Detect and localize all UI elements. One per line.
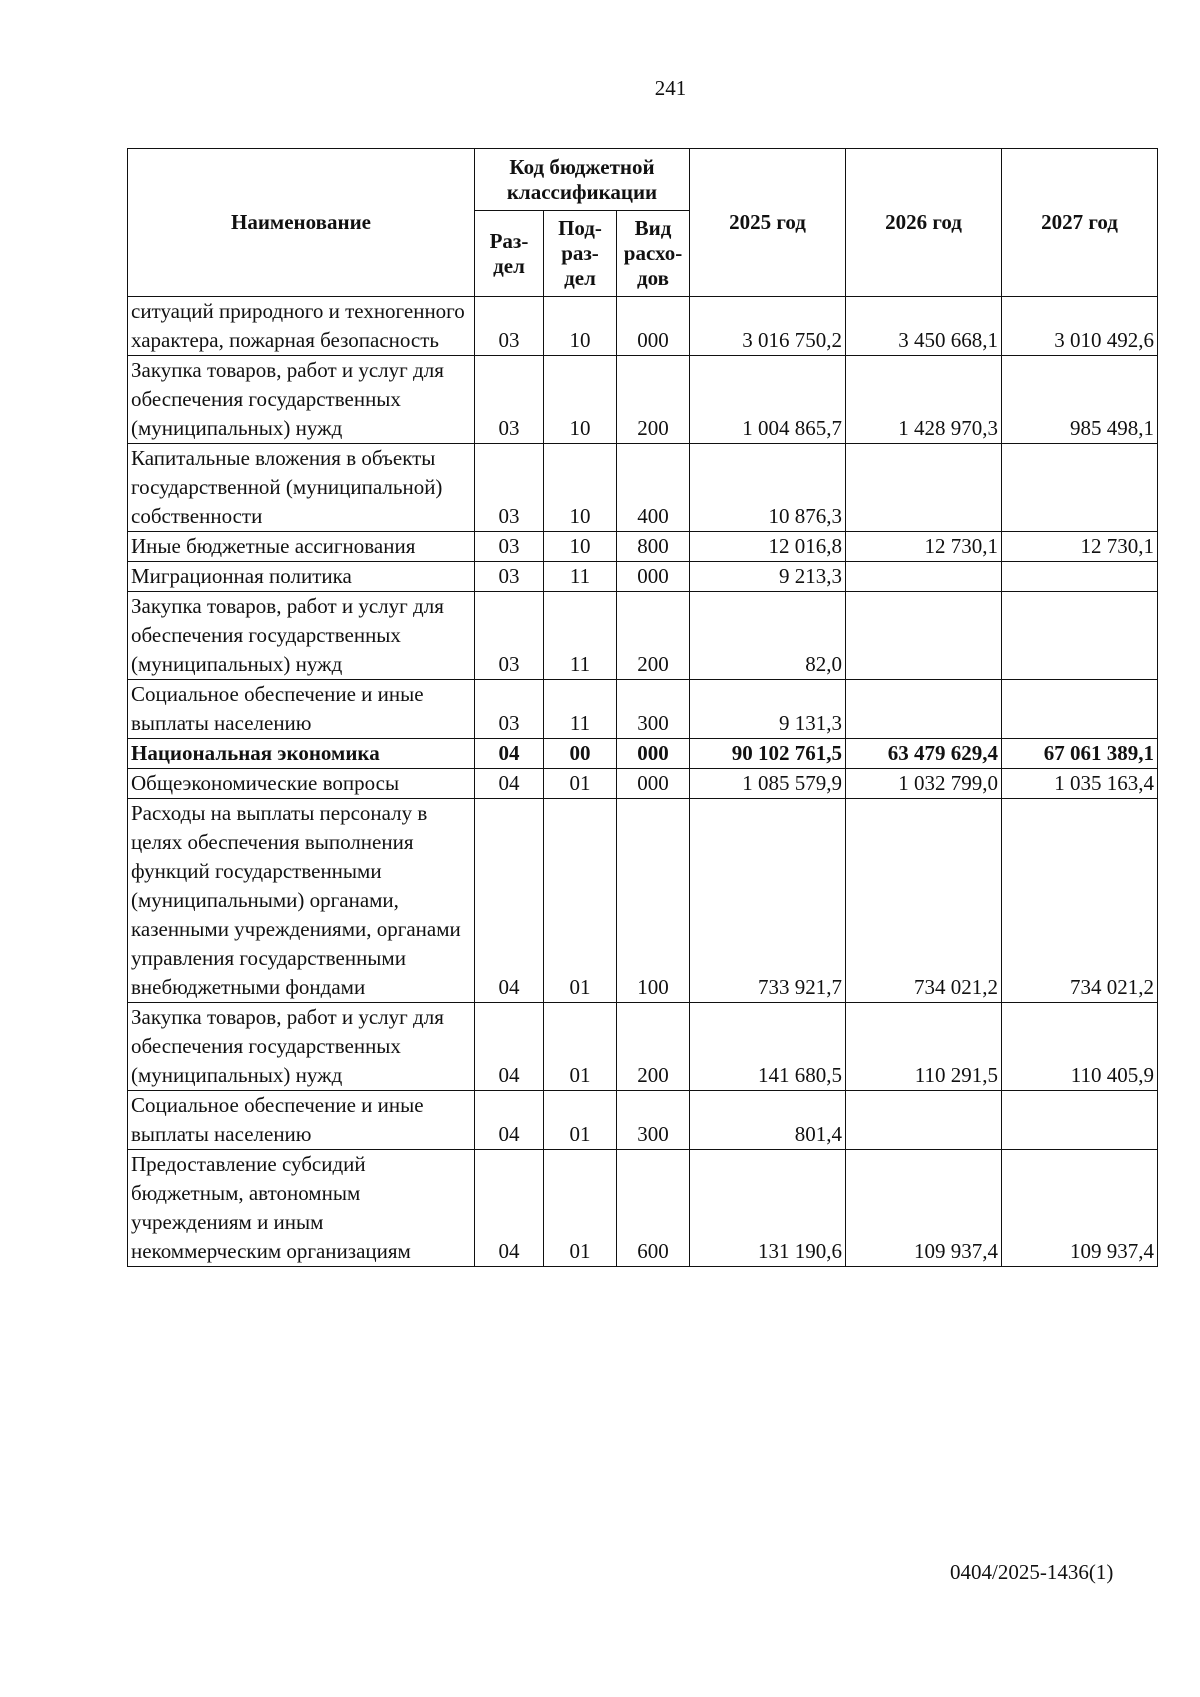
row-value-2026: 110 291,5 bbox=[846, 1003, 1002, 1091]
row-value-2025: 801,4 bbox=[690, 1091, 846, 1150]
row-subsection: 00 bbox=[544, 739, 617, 769]
row-name: Закупка товаров, работ и услуг для обеспечения государственных (муниципальных) нужд bbox=[128, 1003, 475, 1091]
row-value-2027: 12 730,1 bbox=[1002, 532, 1158, 562]
row-value-2026 bbox=[846, 1091, 1002, 1150]
row-value-2027 bbox=[1002, 444, 1158, 532]
row-value-2026: 1 428 970,3 bbox=[846, 356, 1002, 444]
row-value-2026: 109 937,4 bbox=[846, 1150, 1002, 1267]
row-value-2025: 9 131,3 bbox=[690, 680, 846, 739]
document-code: 0404/2025-1436(1) bbox=[950, 1560, 1114, 1584]
row-value-2025: 10 876,3 bbox=[690, 444, 846, 532]
row-subsection: 10 bbox=[544, 532, 617, 562]
row-subsection: 10 bbox=[544, 356, 617, 444]
table-row bbox=[128, 1091, 1158, 1150]
row-value-2027: 985 498,1 bbox=[1002, 356, 1158, 444]
row-name: Закупка товаров, работ и услуг для обеспечения государственных (муниципальных) нужд bbox=[128, 356, 475, 444]
row-section: 03 bbox=[475, 592, 544, 680]
row-section: 03 bbox=[475, 532, 544, 562]
row-expense-type: 000 bbox=[617, 769, 690, 799]
row-value-2027: 110 405,9 bbox=[1002, 1003, 1158, 1091]
header-2026: 2026 год bbox=[846, 149, 1002, 297]
row-section: 04 bbox=[475, 799, 544, 1003]
row-value-2027: 734 021,2 bbox=[1002, 799, 1158, 1003]
table-row bbox=[128, 297, 1158, 356]
row-value-2025: 9 213,3 bbox=[690, 562, 846, 592]
table-row bbox=[128, 356, 1158, 444]
row-section: 04 bbox=[475, 1003, 544, 1091]
row-section: 04 bbox=[475, 1091, 544, 1150]
row-subsection: 10 bbox=[544, 297, 617, 356]
row-section: 03 bbox=[475, 444, 544, 532]
row-value-2027 bbox=[1002, 592, 1158, 680]
header-2027: 2027 год bbox=[1002, 149, 1158, 297]
row-value-2025: 131 190,6 bbox=[690, 1150, 846, 1267]
row-value-2025: 3 016 750,2 bbox=[690, 297, 846, 356]
row-expense-type: 000 bbox=[617, 562, 690, 592]
row-section: 04 bbox=[475, 1150, 544, 1267]
row-value-2025: 1 085 579,9 bbox=[690, 769, 846, 799]
row-name: Предоставление субсидий бюджетным, автономным учреждениям и иным некоммерческим организациям bbox=[128, 1150, 475, 1267]
row-subsection: 11 bbox=[544, 562, 617, 592]
budget-table bbox=[127, 148, 1158, 1267]
row-value-2027 bbox=[1002, 680, 1158, 739]
row-value-2027 bbox=[1002, 562, 1158, 592]
header-name: Наименование bbox=[128, 149, 475, 297]
row-expense-type: 200 bbox=[617, 592, 690, 680]
row-subsection: 01 bbox=[544, 1091, 617, 1150]
table-row bbox=[128, 1150, 1158, 1267]
row-expense-type: 100 bbox=[617, 799, 690, 1003]
row-expense-type: 300 bbox=[617, 680, 690, 739]
row-subsection: 01 bbox=[544, 1003, 617, 1091]
row-value-2025: 82,0 bbox=[690, 592, 846, 680]
row-subsection: 01 bbox=[544, 799, 617, 1003]
row-section: 04 bbox=[475, 769, 544, 799]
table-row bbox=[128, 532, 1158, 562]
row-section: 03 bbox=[475, 562, 544, 592]
row-section: 04 bbox=[475, 739, 544, 769]
header-expense-type: Вид расхо-дов bbox=[617, 211, 690, 297]
row-expense-type: 300 bbox=[617, 1091, 690, 1150]
row-value-2025: 733 921,7 bbox=[690, 799, 846, 1003]
header-subsection: Под-раз-дел bbox=[544, 211, 617, 297]
row-name: Национальная экономика bbox=[128, 739, 475, 769]
row-name: Расходы на выплаты персоналу в целях обеспечения выполнения функций государственными (муниципальными) органами, казенными учреждениями, органами управления государственными внебюджетными фондами bbox=[128, 799, 475, 1003]
table-header bbox=[128, 149, 1158, 297]
row-value-2027: 3 010 492,6 bbox=[1002, 297, 1158, 356]
table-row bbox=[128, 444, 1158, 532]
row-value-2027: 109 937,4 bbox=[1002, 1150, 1158, 1267]
table-body bbox=[128, 297, 1158, 1267]
row-value-2026: 734 021,2 bbox=[846, 799, 1002, 1003]
row-value-2027: 67 061 389,1 bbox=[1002, 739, 1158, 769]
row-name: Социальное обеспечение и иные выплаты населению bbox=[128, 680, 475, 739]
row-value-2025: 12 016,8 bbox=[690, 532, 846, 562]
row-subsection: 11 bbox=[544, 680, 617, 739]
row-subsection: 01 bbox=[544, 1150, 617, 1267]
row-expense-type: 400 bbox=[617, 444, 690, 532]
row-name: Капитальные вложения в объекты государственной (муниципальной) собственности bbox=[128, 444, 475, 532]
header-section: Раз-дел bbox=[475, 211, 544, 297]
row-value-2025: 141 680,5 bbox=[690, 1003, 846, 1091]
row-value-2026: 3 450 668,1 bbox=[846, 297, 1002, 356]
table-row bbox=[128, 680, 1158, 739]
header-2025: 2025 год bbox=[690, 149, 846, 297]
header-code-group: Код бюджетной классификации bbox=[475, 149, 690, 211]
row-value-2025: 1 004 865,7 bbox=[690, 356, 846, 444]
table-row bbox=[128, 739, 1158, 769]
row-subsection: 10 bbox=[544, 444, 617, 532]
row-expense-type: 000 bbox=[617, 739, 690, 769]
row-value-2026 bbox=[846, 444, 1002, 532]
table-row bbox=[128, 769, 1158, 799]
row-section: 03 bbox=[475, 680, 544, 739]
table-row bbox=[128, 1003, 1158, 1091]
row-subsection: 01 bbox=[544, 769, 617, 799]
row-value-2027: 1 035 163,4 bbox=[1002, 769, 1158, 799]
row-expense-type: 200 bbox=[617, 1003, 690, 1091]
row-value-2027 bbox=[1002, 1091, 1158, 1150]
table-row bbox=[128, 799, 1158, 1003]
row-value-2026: 1 032 799,0 bbox=[846, 769, 1002, 799]
row-expense-type: 600 bbox=[617, 1150, 690, 1267]
row-expense-type: 000 bbox=[617, 297, 690, 356]
page-number: 241 bbox=[654, 76, 687, 100]
row-section: 03 bbox=[475, 356, 544, 444]
row-name: Иные бюджетные ассигнования bbox=[128, 532, 475, 562]
row-expense-type: 800 bbox=[617, 532, 690, 562]
row-expense-type: 200 bbox=[617, 356, 690, 444]
row-name: Закупка товаров, работ и услуг для обеспечения государственных (муниципальных) нужд bbox=[128, 592, 475, 680]
row-section: 03 bbox=[475, 297, 544, 356]
row-value-2025: 90 102 761,5 bbox=[690, 739, 846, 769]
row-value-2026: 63 479 629,4 bbox=[846, 739, 1002, 769]
row-value-2026 bbox=[846, 562, 1002, 592]
row-name: ситуаций природного и техногенного характера, пожарная безопасность bbox=[128, 297, 475, 356]
row-subsection: 11 bbox=[544, 592, 617, 680]
row-name: Социальное обеспечение и иные выплаты населению bbox=[128, 1091, 475, 1150]
row-name: Общеэкономические вопросы bbox=[128, 769, 475, 799]
row-name: Миграционная политика bbox=[128, 562, 475, 592]
row-value-2026 bbox=[846, 592, 1002, 680]
row-value-2026: 12 730,1 bbox=[846, 532, 1002, 562]
row-value-2026 bbox=[846, 680, 1002, 739]
table-row bbox=[128, 592, 1158, 680]
table-row bbox=[128, 562, 1158, 592]
